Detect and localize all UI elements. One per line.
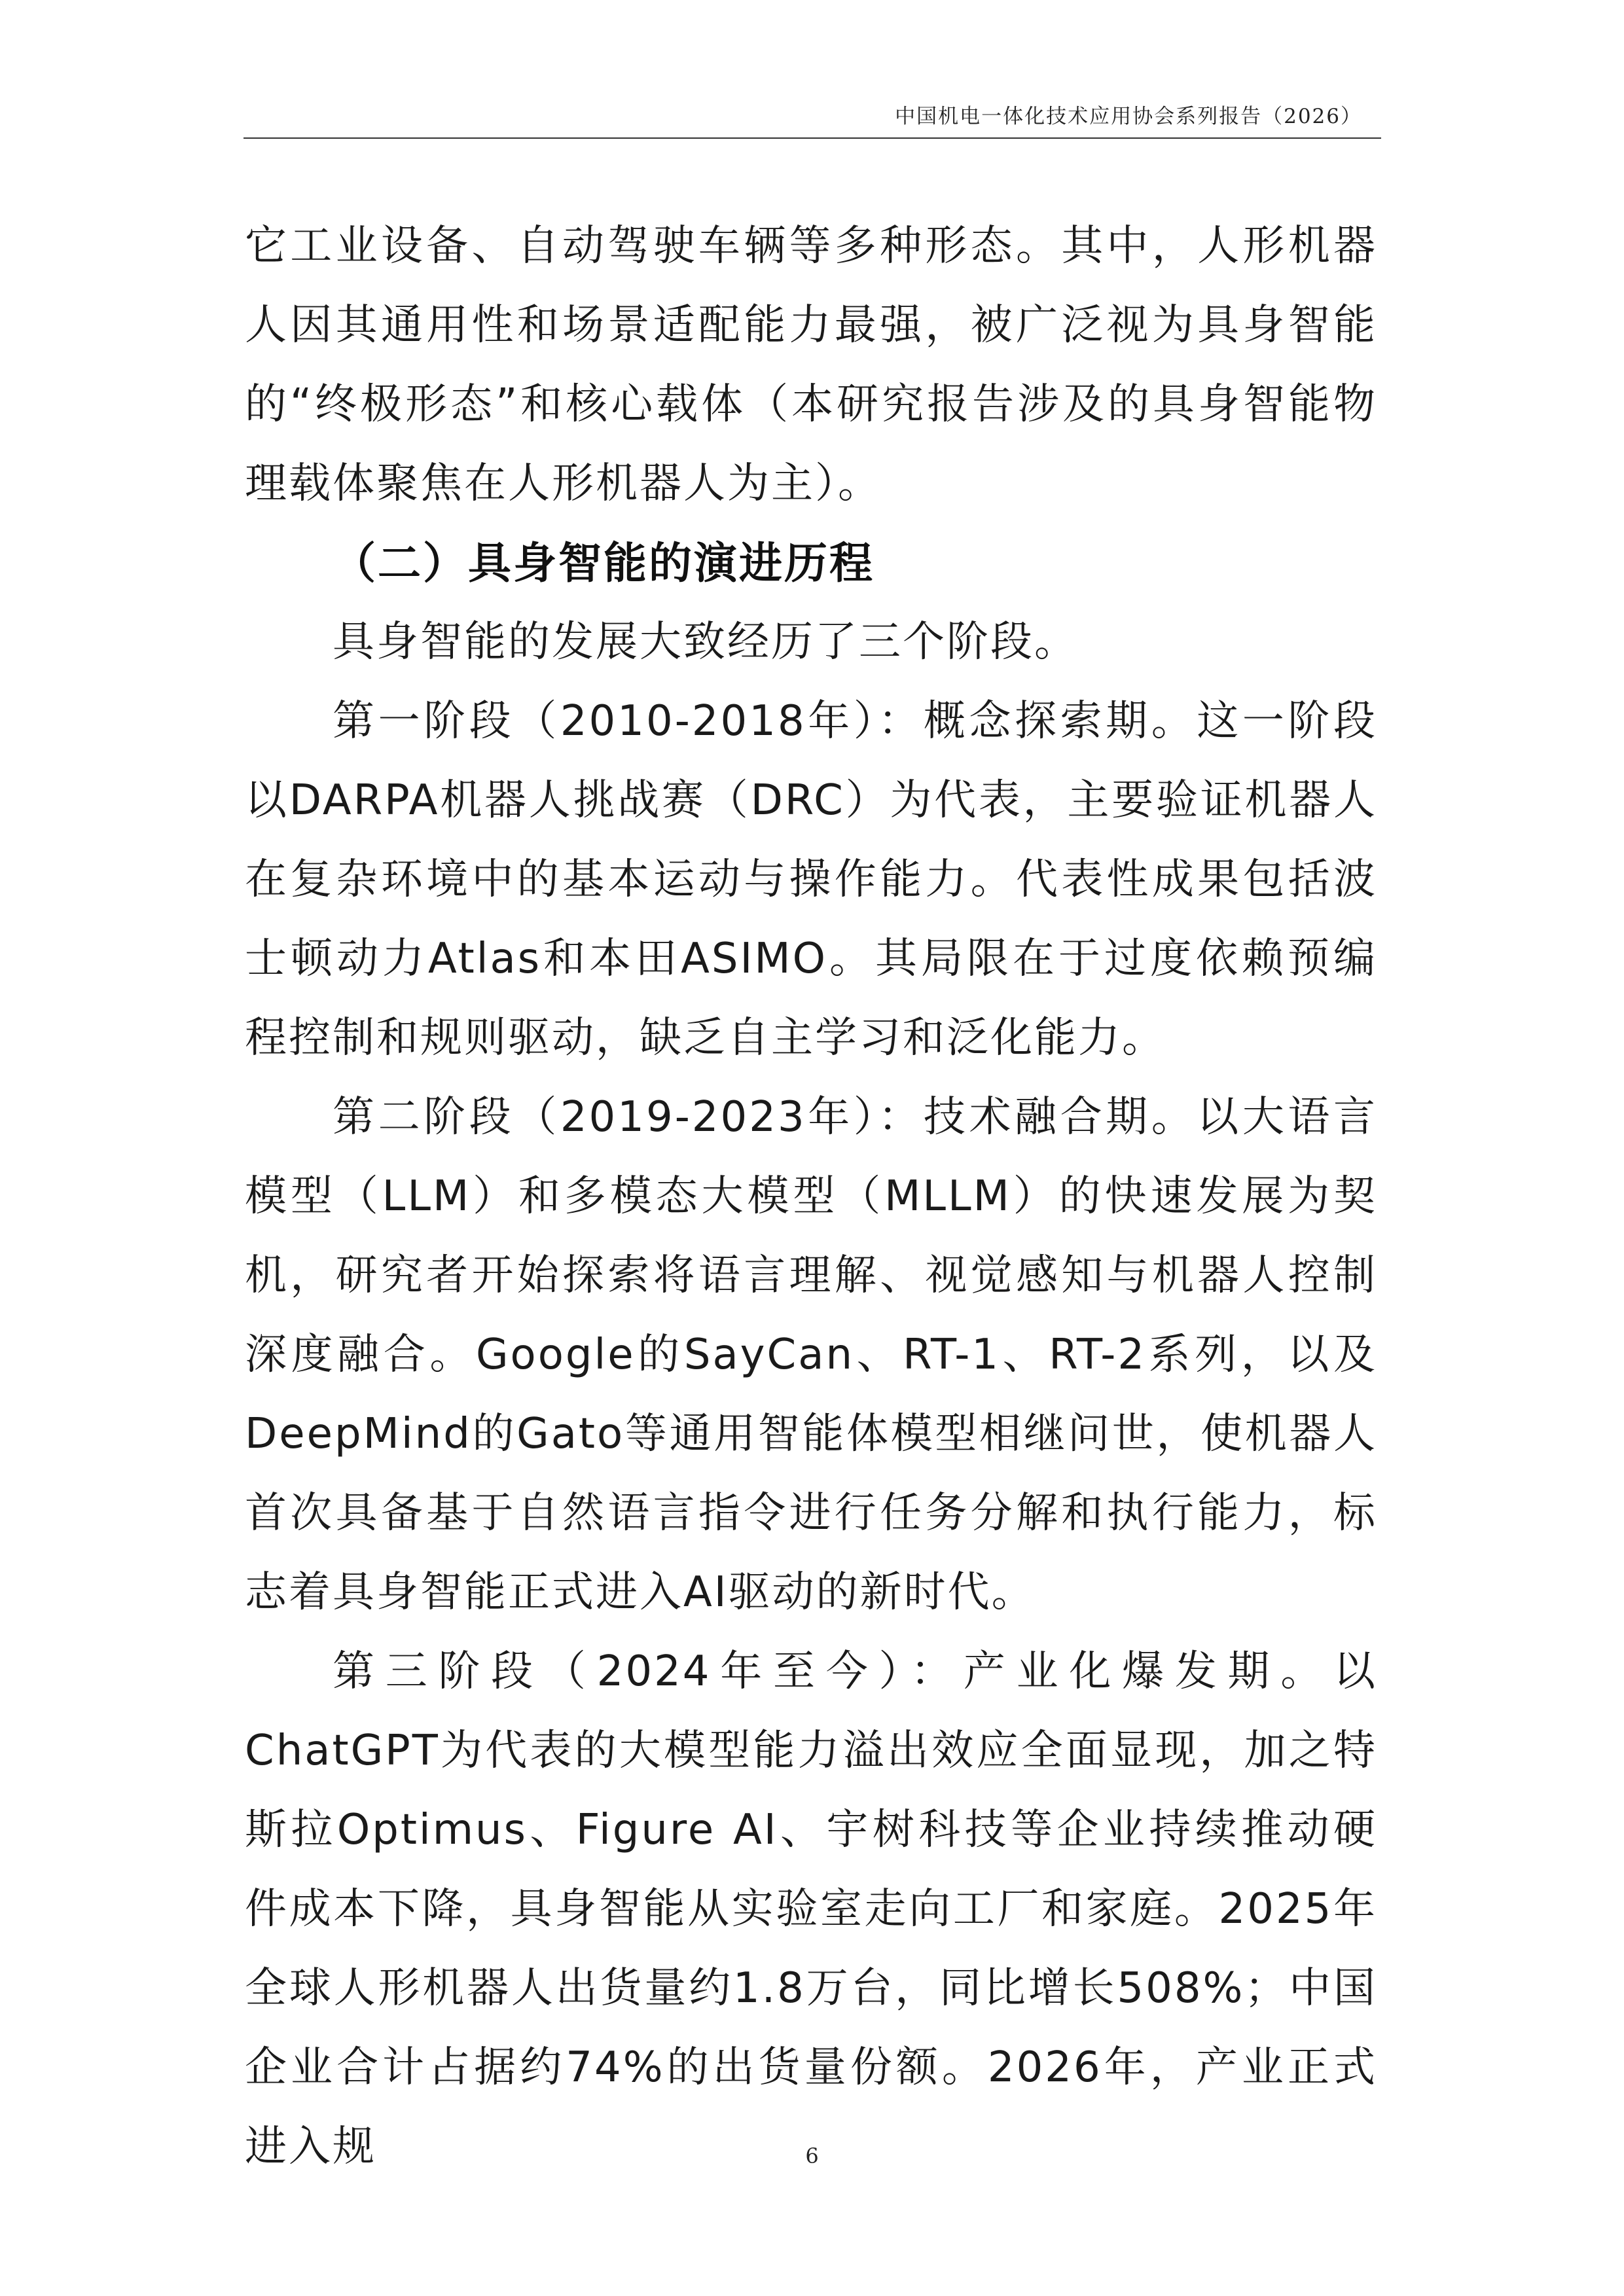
header-divider	[244, 137, 1381, 139]
running-header: 中国机电一体化技术应用协会系列报告（2026）	[895, 105, 1362, 128]
page-number: 6	[805, 2144, 819, 2168]
paragraph-stage-two: 第二阶段（2019-2023年）：技术融合期。以大语言模型（LLM）和多模态大模型（MLLM）的快速发展为契机，研究者开始探索将语言理解、视觉感知与机器人控制深度融合。Google的SayCan、RT-1、RT-2系列，以及DeepMind的Gato等通用智能体模型相继问世，使机器人首次具备基于自然语言指令进行任务分解和执行能力，标志着具身智能正式进入AI驱动的新时代。	[245, 1093, 1377, 1617]
section-heading: （二）具身智能的演进历程	[333, 538, 875, 588]
paragraph-stage-one: 第一阶段（2010-2018年）：概念探索期。这一阶段以DARPA机器人挑战赛（DRC）为代表，主要验证机器人在复杂环境中的基本运动与操作能力。代表性成果包括波士顿动力Atlas和本田ASIMO。其局限在于过度依赖预编程控制和规则驱动，缺乏自主学习和泛化能力。	[245, 697, 1377, 1062]
page-body	[245, 207, 1377, 2187]
paragraph-continuation: 它工业设备、自动驾驶车辆等多种形态。其中，人形机器人因其通用性和场景适配能力最强，被广泛视为具身智能的“终极形态”和核心载体（本研究报告涉及的具身智能物理载体聚焦在人形机器人为主）。	[245, 222, 1377, 508]
paragraph-intro: 具身智能的发展大致经历了三个阶段。	[333, 618, 1078, 666]
paragraph-stage-three: 第三阶段（2024年至今）：产业化爆发期。以ChatGPT为代表的大模型能力溢出效应全面显现，加之特斯拉Optimus、Figure AI、宇树科技等企业持续推动硬件成本下降，具身智能从实验室走向工厂和家庭。2025年全球人形机器人出货量约1.8万台，同比增长508%；中国企业合计占据约74%的出货量份额。2026年，产业正式进入规	[245, 1647, 1377, 2171]
